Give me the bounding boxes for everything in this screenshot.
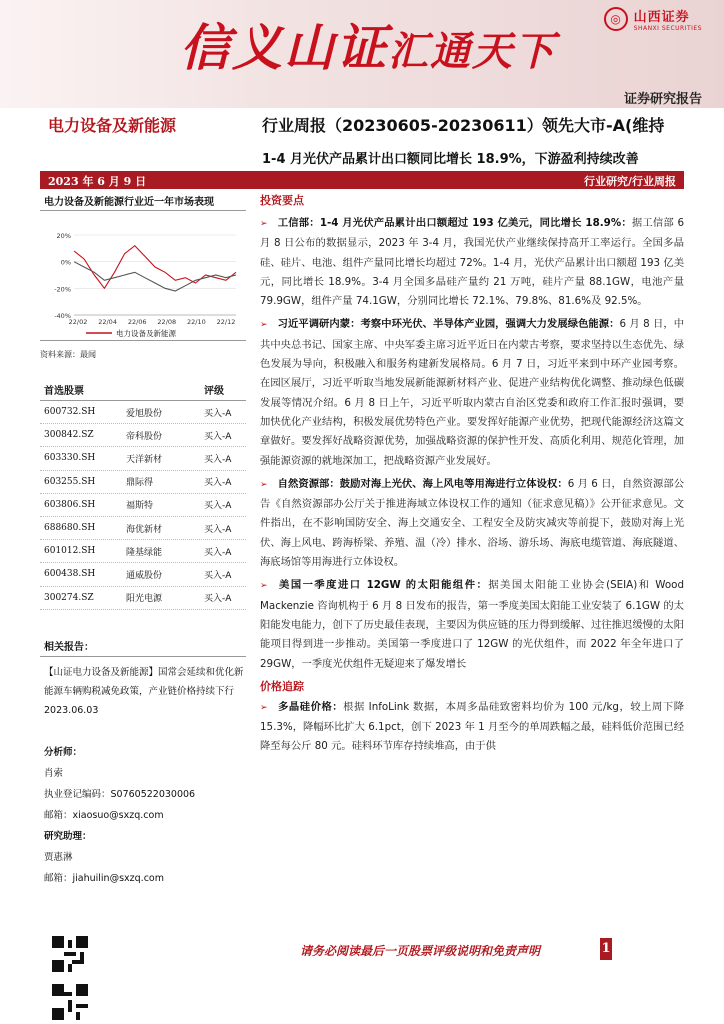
- p4-body: 据美国太阳能工业协会(SEIA)和 Wood Mackenzie 咨询机构于 6 月 8 日发布的报告，第一季度美国太阳能工业安装了 6.1GW 的太阳能发电能力，创下了历史最佳表现，主要因为供应链的压力得到缓解、过往推迟缓慢的太阳能项目得到进一步推动。美国第一季度进口了 12GW 的光伏组件，而 2022 年全年进口了 29GW，一季度光伏组件无疑迎来了爆发增长: [260, 579, 684, 670]
- logo-mark-icon: ◎: [604, 7, 628, 31]
- stock-header-rating: 评级: [204, 386, 224, 397]
- stock-row: [40, 471, 246, 494]
- header-banner: [0, 0, 724, 108]
- arrow-bullet-icon: ➢: [260, 320, 268, 331]
- stock-rating: 买入-A: [204, 524, 232, 535]
- stock-name: 爱旭股份: [126, 408, 163, 419]
- stock-code: 603255.SH: [44, 476, 96, 487]
- stock-code: 603330.SH: [44, 453, 96, 464]
- slogan: [180, 8, 556, 80]
- stock-code: 600732.SH: [44, 407, 96, 418]
- stock-rating: 买入-A: [204, 478, 232, 489]
- title-row: [0, 113, 724, 143]
- weekly-title: 行业周报（20230605-20230611）: [262, 116, 543, 135]
- footer-disclaimer: 请务必阅读最后一页股票评级说明和免责声明: [300, 944, 541, 958]
- company-logo: [604, 6, 702, 32]
- section-price-tracking: 价格追踪: [260, 679, 304, 693]
- arrow-bullet-icon: ➢: [260, 479, 268, 490]
- stock-rating: 买入-A: [204, 454, 232, 465]
- stock-row: [40, 563, 246, 586]
- x-tick-label: 22/02: [68, 318, 88, 326]
- p3-heading: 自然资源部：鼓励对海上光伏、海上风电等用海进行立体设权：: [277, 477, 568, 490]
- paragraph-3: [260, 475, 684, 572]
- logo-cn: 山西证券: [633, 10, 690, 25]
- y-tick-label: -40%: [54, 312, 71, 320]
- p1-heading: 工信部：1-4 月光伏产品累计出口额超过 193 亿美元，同比增长 18.9%：: [277, 217, 632, 229]
- x-tick-label: 22/04: [98, 318, 117, 326]
- source-note: 资料来源：最闻: [40, 350, 96, 359]
- sidebar: [40, 192, 246, 889]
- market-chart-svg: [40, 211, 246, 341]
- stock-row: [40, 424, 246, 447]
- arrow-bullet-icon: ➢: [260, 219, 268, 229]
- series-line: [74, 262, 236, 291]
- analyst-info: [40, 742, 246, 889]
- report-category: 行业研究/行业周报: [583, 175, 676, 188]
- p2-heading: 习近平调研内蒙：考察中环光伏、半导体产业园，强调大力发展绿色能源：: [277, 318, 620, 331]
- market-chart: [40, 211, 246, 341]
- assistant-email[interactable]: 邮箱：jiahuilin@sxzq.com: [44, 872, 164, 884]
- y-tick-label: 0%: [60, 258, 71, 267]
- stock-rating: 买入-A: [204, 431, 232, 442]
- assistant-name: 贾惠淋: [44, 851, 73, 863]
- stock-rating: 买入-A: [204, 594, 232, 605]
- slogan-big: 信义山证: [180, 19, 388, 77]
- paragraph-5: [260, 698, 684, 757]
- date-bar: [40, 171, 684, 189]
- x-tick-label: 22/12: [216, 318, 236, 326]
- stock-name: 海优新材: [126, 524, 163, 535]
- p5-body: 根据 InfoLink 数据，本周多晶硅致密料均价为 100 元/kg，较上周下降 15.3%，降幅环比扩大 6.1pct，创下 2023 年 1 月至今的单周跌幅之最，硅料低价范围已经降至每公斤 80 元。硅料环节库存持续堆高，由于供: [260, 700, 685, 753]
- paragraph-2: [260, 315, 684, 470]
- stock-table-header: [40, 382, 246, 401]
- p1-body: 据工信部 6 月 8 日公布的数据显示，2023 年 3-4 月，我国光伏产业继续保持高开工率运行。全国多晶硅、硅片、电池、组件产量同比增长均超过 72%。1-4 月，光伏产品累计出口额超 193 亿美元，同比增长 18.9%。3-4 月全国多晶硅产量约 21 万吨，硅片产量 88.1GW，电池产量 79.9GW，组件产量 74.1GW，分别同比增长 72.1%、79.8%、81.6%及 92.5%。: [260, 217, 684, 308]
- y-tick-label: -20%: [54, 285, 71, 294]
- stock-name: 帝科股份: [126, 431, 163, 442]
- page-number: 1: [600, 938, 612, 960]
- stock-name: 隆基绿能: [126, 547, 163, 558]
- section-investment-highlights: 投资要点: [260, 194, 304, 207]
- analyst-email[interactable]: 邮箱：xiaosuo@sxzq.com: [44, 809, 164, 821]
- stock-rating: 买入-A: [204, 570, 232, 581]
- industry-rating: 领先大市-A(维持: [542, 116, 665, 135]
- qr-code-icon: [52, 984, 88, 1020]
- analyst-label: 分析师：: [44, 746, 83, 758]
- slogan-small: 汇通天下: [388, 29, 556, 75]
- stock-code: 603806.SH: [44, 499, 96, 510]
- stock-rating: 买入-A: [204, 501, 232, 512]
- p5-heading: 多晶硅价格：: [277, 700, 344, 713]
- report-type: 证券研究报告: [623, 92, 702, 107]
- paragraph-4: [260, 576, 684, 673]
- stock-row: [40, 587, 246, 610]
- x-tick-label: 22/08: [157, 318, 177, 326]
- stock-code: 300842.SZ: [44, 430, 94, 441]
- qr-code-icon: [52, 936, 88, 972]
- stock-code: 688680.SH: [44, 523, 96, 534]
- stock-name: 鼎际得: [126, 478, 154, 489]
- related-report-link[interactable]: 【山证电力设备及新能源】国常会延续和优化新能源车辆购税减免政策，产业链价格持续下行 2023.06.03: [44, 666, 244, 716]
- report-subtitle: 1-4 月光伏产品累计出口额同比增长 18.9%，下游盈利持续改善: [262, 152, 639, 167]
- analyst-cert: 执业登记编码：S0760522030006: [44, 788, 196, 800]
- y-tick-label: 20%: [56, 232, 71, 240]
- arrow-bullet-icon: ➢: [260, 581, 268, 592]
- related-reports-title: 相关报告：: [40, 638, 246, 657]
- sector-title: 电力设备及新能源: [48, 116, 177, 135]
- stock-row: [40, 540, 246, 563]
- p2-body: 6 月 8 日，中共中央总书记、国家主席、中央军委主席习近平近日在内蒙古考察，要求坚持以生态优先、绿色发展为导向，积极融入和服务构建新发展格局。6 月 7 日，习近平来到中环产业园考察。在园区展厅，习近平听取当地发展新能源新材料产业、促进产业结构优化调整、推动绿色低碳发展等情况介绍。6 月 8 日上午，习近平听取内蒙古自治区党委和政府工作汇报时强调，要加快优化产业结构，积极发展优势特色产业。要发挥好能源产业优势，把现代能源经济这篇文章做好。要发挥好战略资源优势，加强战略资源的保护性开发、高质化利用、规范化管理，加强能源资源的就地深加工，把战略资源产业发展好。: [260, 318, 685, 467]
- stock-rating: 买入-A: [204, 408, 232, 419]
- stock-row: [40, 447, 246, 470]
- stock-row: [40, 401, 246, 424]
- p3-body: 6 月 6 日，自然资源部公告《自然资源部办公厅关于推进海域立体设权工作的通知（征求意见稿）》公开征求意见。文件指出，在不影响国防安全、海上交通安全、工程安全及防灾减灾等前提下，鼓励对海上光伏、海上风电、跨海桥梁、养殖、温（冷）排水、浴场、游乐场、海底电缆管道、海底隧道、海底场馆等用海进行立体设权。: [260, 477, 685, 569]
- main-content: [260, 192, 684, 757]
- x-tick-label: 22/10: [187, 318, 206, 326]
- x-tick-label: 22/06: [127, 318, 147, 326]
- series-line: [74, 246, 236, 289]
- stock-row: [40, 517, 246, 540]
- legend-label: 电力设备及新能源: [116, 329, 176, 338]
- assistant-label: 研究助理：: [44, 830, 92, 842]
- stock-name: 通威股份: [126, 570, 163, 581]
- stock-header-stock: 首选股票: [44, 386, 84, 397]
- stock-name: 阳光电源: [126, 594, 163, 605]
- stock-rating: 买入-A: [204, 547, 232, 558]
- logo-en: SHANXI SECURITIES: [633, 25, 702, 32]
- stock-code: 601012.SH: [44, 546, 96, 557]
- stock-name: 福斯特: [126, 501, 154, 512]
- chart-title: 电力设备及新能源行业近一年市场表现: [40, 192, 246, 211]
- analyst-name: 肖索: [44, 767, 64, 779]
- stock-table: [40, 401, 246, 610]
- stock-code: 600438.SH: [44, 569, 96, 580]
- stock-code: 300274.SZ: [44, 592, 94, 603]
- paragraph-1: [260, 214, 684, 311]
- report-date: 2023 年 6 月 9 日: [48, 175, 147, 188]
- arrow-bullet-icon: ➢: [260, 702, 268, 713]
- stock-name: 天洋新材: [126, 454, 163, 465]
- stock-row: [40, 494, 246, 517]
- p4-heading: 美国一季度进口 12GW 的太阳能组件：: [277, 579, 489, 592]
